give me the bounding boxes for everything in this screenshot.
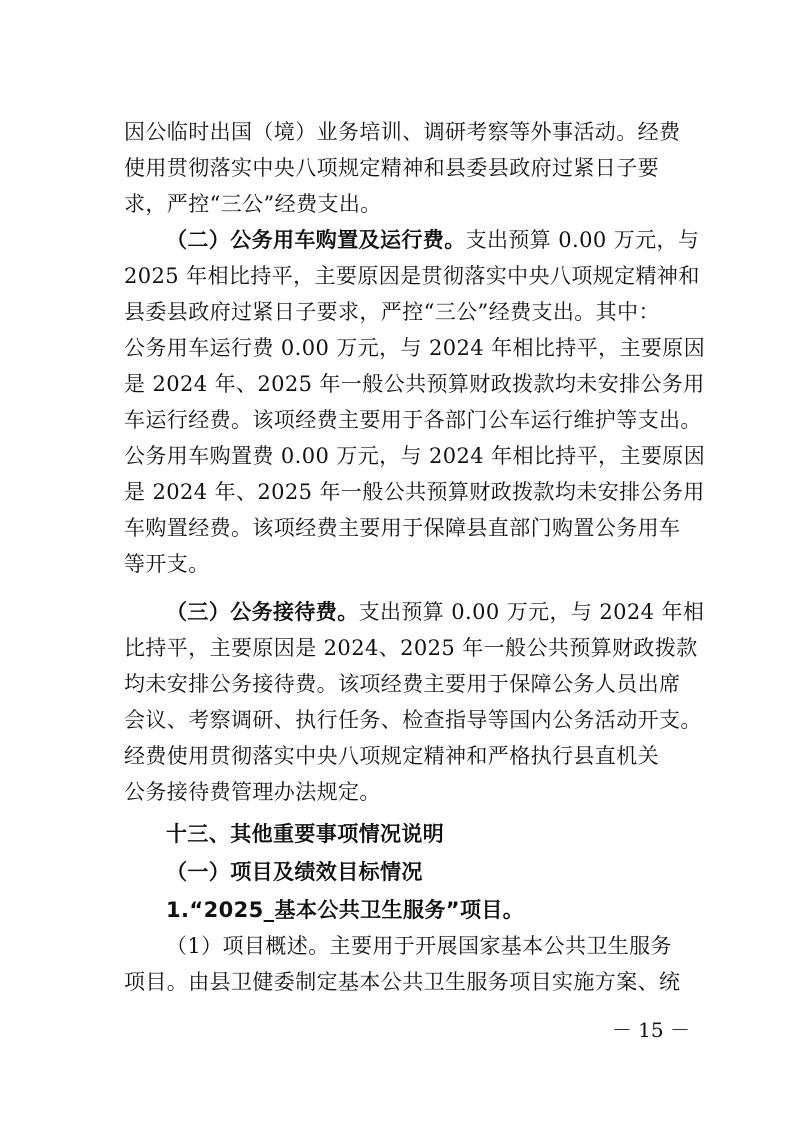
text-line: （1）项目概述。主要用于开展国家基本公共卫生服务 — [166, 934, 672, 958]
text-line: 是 2024 年、2025 年一般公共预算财政拨款均未安排公务用 — [124, 372, 705, 396]
text-line: 县委县政府过紧日子要求，严控“三公”经费支出。其中： — [124, 300, 660, 324]
text-line: 项目。由县卫健委制定基本公共卫生服务项目实施方案、统 — [124, 970, 681, 994]
text-line: 会议、考察调研、执行任务、检查指导等国内公务活动开支。 — [124, 708, 702, 732]
text-line: 公务用车购置费 0.00 万元，与 2024 年相比持平，主要原因 — [124, 444, 706, 468]
page-number: － 15 － — [611, 1018, 690, 1042]
text-line: 求，严控“三公”经费支出。 — [124, 192, 382, 216]
text-line: 公务接待费管理办法规定。 — [124, 780, 381, 804]
text-line: 等开支。 — [124, 552, 210, 576]
text-line: 因公临时出国（境）业务培训、调研考察等外事活动。经费 — [124, 120, 681, 144]
text-line: 均未安排公务接待费。该项经费主要用于保障公务人员出席 — [124, 672, 681, 696]
text-line: 经费使用贯彻落实中央八项规定精神和严格执行县直机关 — [124, 744, 659, 768]
section-vehicle-text: 支出预算 0.00 万元，与 — [465, 228, 700, 252]
section-vehicle-title: （二）公务用车购置及运行费。 — [166, 228, 466, 252]
text-line: 比持平，主要原因是 2024、2025 年一般公共预算财政拨款 — [124, 636, 698, 660]
text-line: 是 2024 年、2025 年一般公共预算财政拨款均未安排公务用 — [124, 480, 705, 504]
section-reception-text: 支出预算 0.00 万元，与 2024 年相 — [358, 600, 705, 624]
text-line: 车运行经费。该项经费主要用于各部门公车运行维护等支出。 — [124, 408, 702, 432]
heading-subsection-1: （一）项目及绩效目标情况 — [166, 860, 423, 884]
section-vehicle-first-line — [166, 222, 726, 258]
text-line: 使用贯彻落实中央八项规定精神和县委县政府过紧日子要 — [124, 156, 659, 180]
heading-section-13: 十三、其他重要事项情况说明 — [166, 822, 445, 846]
section-reception-title: （三）公务接待费。 — [166, 600, 359, 624]
text-line: 车购置经费。该项经费主要用于保障县直部门购置公务用车 — [124, 516, 681, 540]
text-line: 公务用车运行费 0.00 万元，与 2024 年相比持平，主要原因 — [124, 336, 706, 360]
heading-project: 1.“2025_基本公共卫生服务”项目。 — [166, 898, 525, 922]
text-line: 2025 年相比持平，主要原因是贯彻落实中央八项规定精神和 — [124, 264, 700, 288]
section-reception-first-line — [166, 594, 726, 630]
